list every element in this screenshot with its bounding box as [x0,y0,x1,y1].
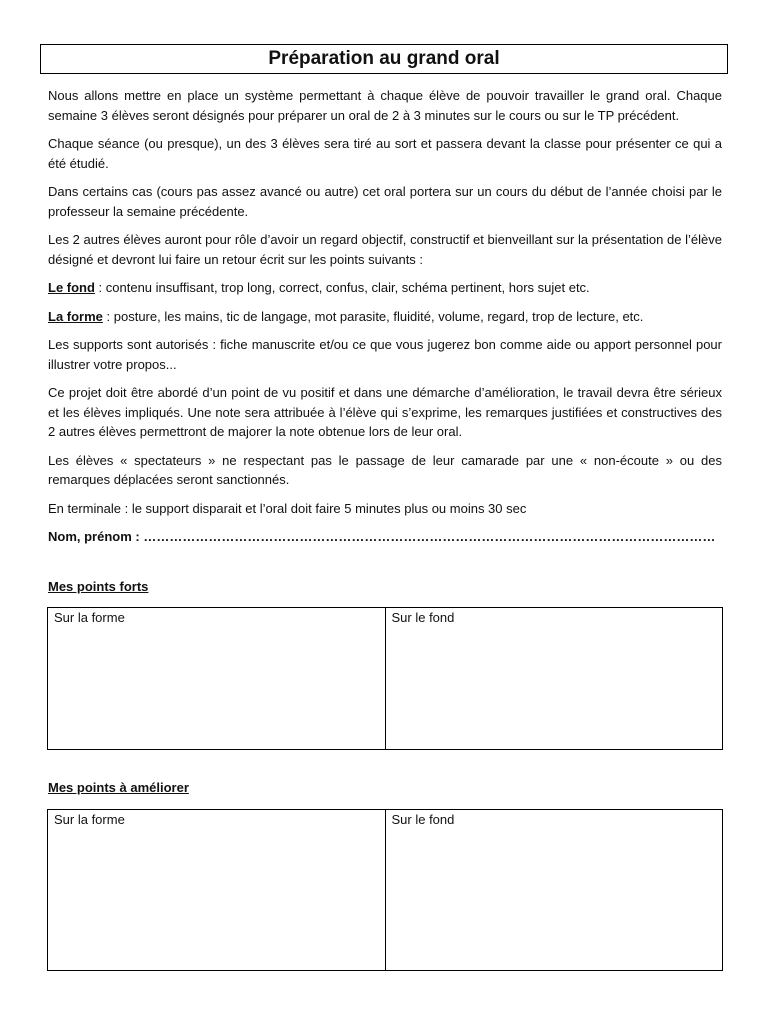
forme-label: La forme [48,308,103,324]
paragraph-project: Ce projet doit être abordé d’un point de vu positif et dans une démarche d’amélioration, le travail devra être sérieux et les élèves impliqués. Une note sera attribuée à l’élève qui s’exprime, les remarques justifiées et constructives des 2 autres élèves permettront de majorer la note obtenue lors de leur oral. [48,385,722,439]
instructions-body [48,86,722,556]
improvements-forme-label: Sur la forme [54,812,125,827]
strengths-table [47,607,723,750]
strengths-fond-label: Sur le fond [391,610,455,625]
paragraph-peer-role: Les 2 autres élèves auront pour rôle d’avoir un regard objectif, constructif et bienveillant sur la présentation de l’élève désigné et devront lui faire un retour écrit sur les points suivants : [48,232,722,267]
paragraph-spectators: Les élèves « spectateurs » ne respectant pas le passage de leur camarade par une « non-écoute » ou des remarques déplacées seront sanctionnés. [48,452,722,487]
fond-text: : contenu insuffisant, trop long, correct, confus, clair, schéma pertinent, hors sujet etc. [94,280,590,295]
improvements-forme-cell[interactable] [48,810,386,971]
paragraph-special-cases: Dans certains cas (cours pas assez avancé ou autre) cet oral portera sur un cours du début de l’année choisi par le professeur la semaine précédente. [48,184,722,219]
improvements-fond-label: Sur le fond [391,812,455,827]
improvements-heading: Mes points à améliorer [48,780,189,795]
strengths-fond-cell[interactable] [385,608,723,750]
paragraph-forme [48,307,722,327]
fond-label: Le fond [48,280,95,295]
strengths-forme-cell[interactable] [48,608,386,750]
paragraph-supports: Les supports sont autorisés : fiche manuscrite et/ou ce que vous jugerez bon comme aide ou apport personnel pour illustrer votre propos... [48,337,722,372]
improvements-fond-cell[interactable] [385,810,723,971]
strengths-heading: Mes points forts [48,579,149,594]
page-title: Préparation au grand oral [40,44,728,74]
paragraph-fond [48,278,722,298]
paragraph-intro: Nous allons mettre en place un système permettant à chaque élève de pouvoir travailler le grand oral. Chaque semaine 3 élèves seront désignés pour préparer un oral de 2 à 3 minutes sur le cours ou sur le TP précédent. [48,88,722,123]
strengths-forme-label: Sur la forme [54,610,125,625]
name-line: Nom, prénom : …………………………………………………………………………………………………………………… [48,529,716,544]
improvements-table [47,809,723,971]
paragraph-draw: Chaque séance (ou presque), un des 3 élèves sera tiré au sort et passera devant la classe pour présenter ce qui a été étudié. [48,136,722,171]
paragraph-terminale: En terminale : le support disparait et l’oral doit faire 5 minutes plus ou moins 30 sec [48,500,527,516]
forme-text: : posture, les mains, tic de langage, mot parasite, fluidité, volume, regard, trop de lecture, etc. [102,308,644,324]
